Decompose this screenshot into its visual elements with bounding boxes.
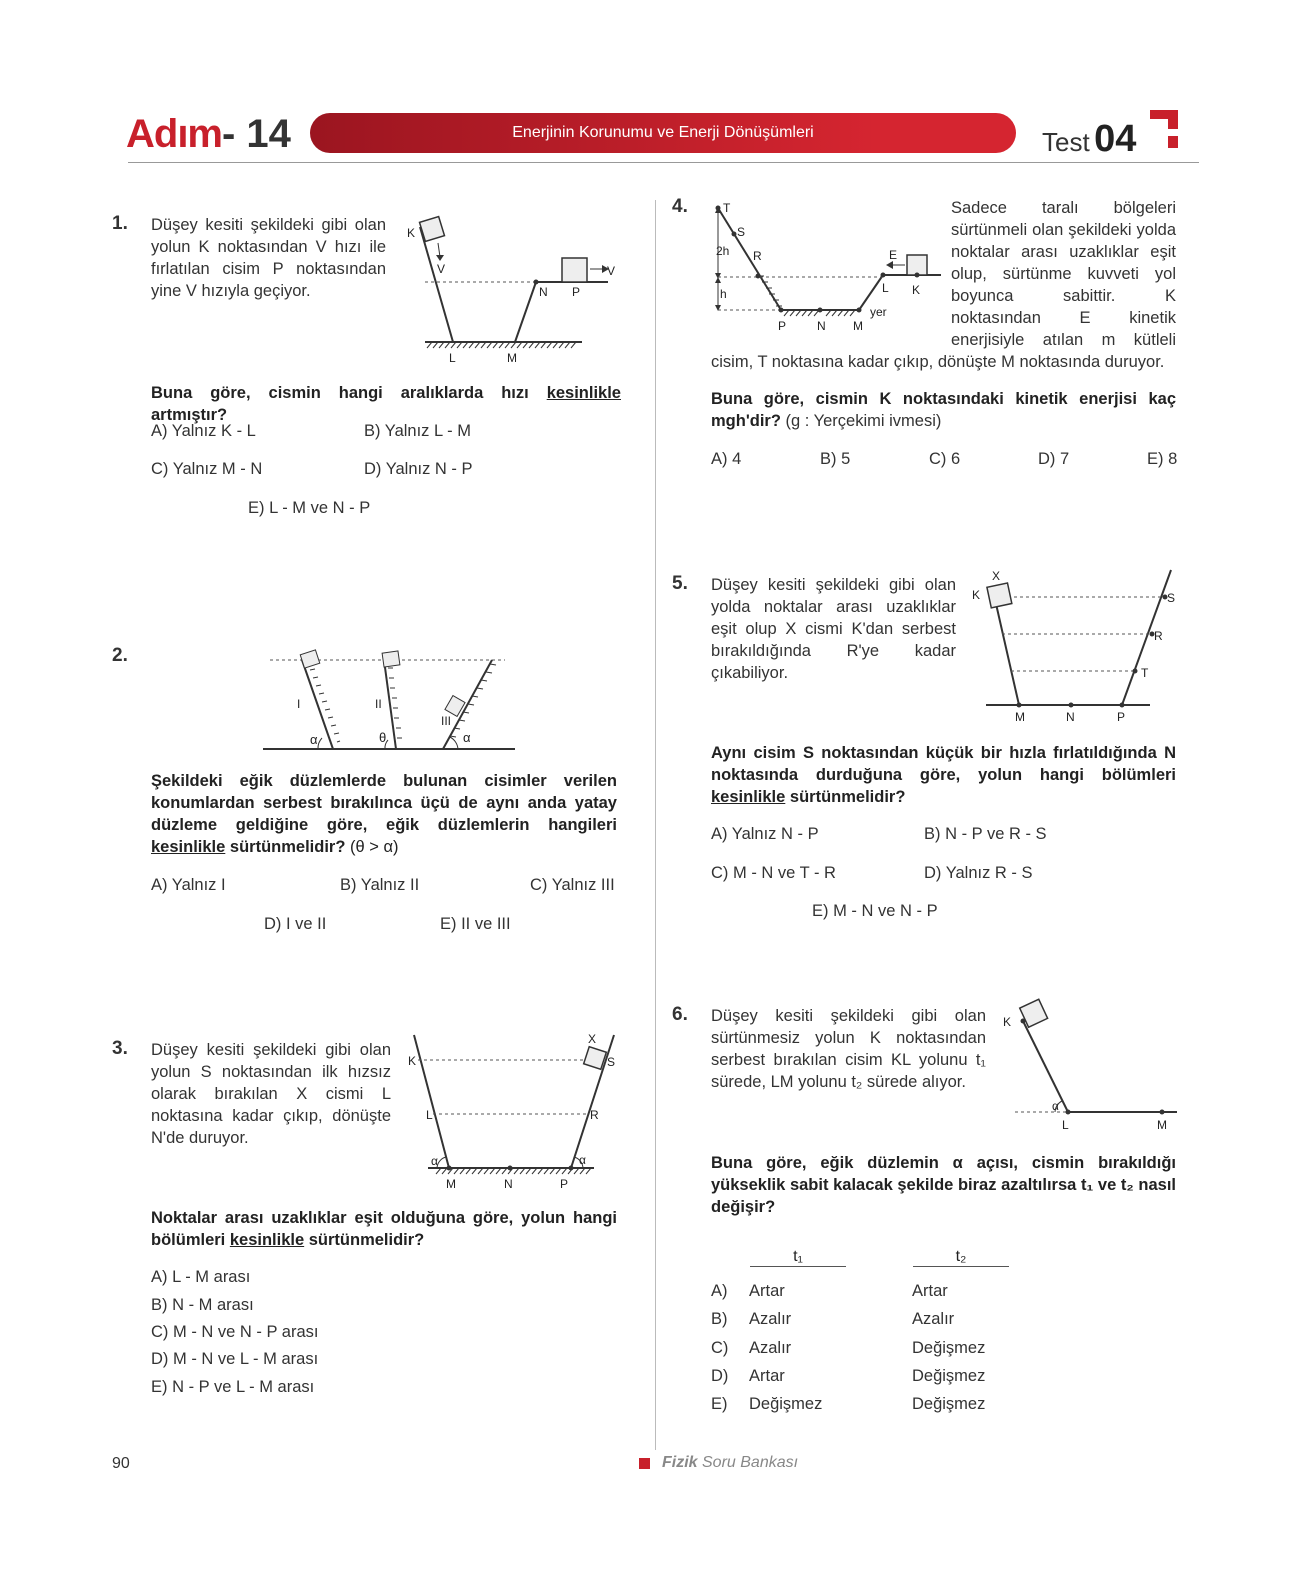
question-5-number: 5.	[672, 573, 688, 594]
option-t2: Artar	[912, 1282, 948, 1300]
q4-text-body: Sadece taralı bölgeleri sürtünmeli olan şekildeki yolda noktalar arası uzaklıklar eşit olup, sürtünme kuvveti yol boyunca sabittir. K noktasından E kinetik enerjisiyle atılan m kütleli cisim, T noktasına kadar çıkıp, dönüşte M noktasında duruyor.	[711, 199, 1176, 371]
question-6-prompt: Buna göre, eğik düzlemin α açısı, cismin bırakıldığı yükseklik sabit kalacak şekilde biraz azaltılırsa t₁ ve t₂ nasıl değişir?	[711, 1154, 1176, 1216]
q6-t1-label: t₁	[793, 1248, 803, 1265]
q4-option-a[interactable]: A) 4	[711, 450, 742, 468]
q6-option-b[interactable]	[711, 1310, 954, 1329]
test-word: Test	[1042, 127, 1090, 157]
q1-option-b[interactable]: B) Yalnız L - M	[364, 422, 471, 440]
label-I: I	[297, 697, 301, 711]
label-N: N	[1066, 710, 1075, 724]
option-t2: Değişmez	[912, 1339, 986, 1357]
label-K: K	[1003, 1015, 1012, 1029]
label-III: III	[441, 714, 452, 728]
q4-option-b[interactable]: B) 5	[820, 450, 851, 468]
q6-col-header-t1	[750, 1248, 846, 1267]
q6-option-d[interactable]	[711, 1367, 985, 1386]
label-L: L	[449, 351, 456, 365]
q1-option-c[interactable]: C) Yalnız M - N	[151, 460, 263, 478]
label-h: h	[720, 287, 727, 301]
option-t1: Artar	[749, 1367, 785, 1385]
question-6-text: Düşey kesiti şekildeki gibi olan sürtünmesiz yolun K noktasından serbest bırakılan cisim KL yolunu t₁ sürede, LM yolunu t₂ sürede alıyor.	[711, 1007, 986, 1091]
label-L: L	[426, 1108, 433, 1122]
q6-option-e[interactable]	[711, 1395, 985, 1414]
q2-text-underline: kesinlikle	[151, 838, 226, 856]
q5-option-b[interactable]: B) N - P ve R - S	[924, 825, 1047, 843]
label-L: L	[882, 281, 889, 295]
label-T: T	[723, 201, 731, 215]
question-4-number: 4.	[672, 196, 688, 217]
q5-prompt-underline: kesinlikle	[711, 788, 786, 806]
step-number: - 14	[222, 112, 291, 156]
q6-option-c[interactable]	[711, 1339, 985, 1358]
test-number: 04	[1094, 118, 1137, 160]
q2-option-b[interactable]: B) Yalnız II	[340, 876, 420, 894]
label-alpha-1: α	[431, 1154, 438, 1168]
label-M: M	[1157, 1118, 1167, 1132]
q4-option-d[interactable]: D) 7	[1038, 450, 1070, 468]
label-E: E	[889, 248, 898, 262]
option-letter: B)	[711, 1310, 728, 1328]
label-M: M	[1015, 710, 1025, 724]
label-yer: yer	[870, 305, 887, 319]
option-t1: Azalır	[749, 1339, 792, 1357]
q5-option-c[interactable]: C) M - N ve T - R	[711, 864, 836, 882]
label-R: R	[753, 249, 762, 263]
footer-book-bold: Fizik	[662, 1454, 698, 1471]
label-alpha-2: α	[463, 730, 471, 745]
label-M: M	[853, 319, 863, 333]
q5-prompt-post: sürtünmelidir?	[785, 788, 906, 806]
test-logo-icon	[1150, 110, 1180, 152]
question-4-prompt	[711, 388, 1176, 432]
label-N: N	[539, 285, 548, 299]
label-2h: 2h	[716, 244, 730, 258]
label-alpha: α	[1052, 1099, 1059, 1113]
option-t1: Azalır	[749, 1310, 792, 1328]
q3-prompt-underline: kesinlikle	[229, 1231, 305, 1249]
q4-option-c[interactable]: C) 6	[929, 450, 961, 468]
q5-option-d[interactable]: D) Yalnız R - S	[924, 864, 1033, 882]
q6-col-header-t2	[913, 1248, 1009, 1267]
q3-option-b[interactable]: B) N - M arası	[151, 1296, 254, 1314]
q5-option-a[interactable]: A) Yalnız N - P	[711, 825, 819, 843]
q2-text-post: sürtünmelidir?	[225, 838, 346, 856]
label-N: N	[504, 1177, 513, 1191]
label-V2: V	[607, 264, 616, 278]
label-S: S	[737, 225, 746, 239]
option-t1: Artar	[749, 1282, 785, 1300]
q4-figure-space	[711, 197, 951, 351]
footer-square-icon	[639, 1458, 650, 1469]
label-alpha-2: α	[579, 1153, 586, 1167]
question-1-figure	[400, 205, 625, 370]
label-S: S	[1167, 591, 1176, 605]
question-5-prompt	[711, 742, 1176, 808]
label-alpha-1: α	[310, 732, 318, 747]
question-5-figure	[968, 566, 1183, 726]
q5-option-e[interactable]: E) M - N ve N - P	[812, 902, 938, 920]
label-V1: V	[437, 262, 446, 276]
q2-text-cond: (θ > α)	[345, 838, 399, 856]
label-T: T	[1141, 666, 1149, 680]
label-P: P	[1117, 710, 1126, 724]
q2-option-a[interactable]: A) Yalnız I	[151, 876, 226, 894]
q4-prompt-main: Buna göre, cismin K noktasındaki kinetik enerjisi kaç mgh'dir?	[711, 390, 1176, 430]
option-letter: D)	[711, 1367, 729, 1385]
q1-option-d[interactable]: D) Yalnız N - P	[364, 460, 473, 478]
question-2-text	[151, 770, 617, 858]
q3-option-d[interactable]: D) M - N ve L - M arası	[151, 1350, 319, 1368]
label-R: R	[1154, 629, 1163, 643]
header-title: Enerjinin Korunumu ve Enerji Dönüşümleri	[512, 124, 814, 141]
question-6-figure	[995, 995, 1185, 1135]
label-N: N	[817, 319, 826, 333]
label-S: S	[607, 1055, 616, 1069]
q2-option-e[interactable]: E) II ve III	[440, 915, 511, 933]
q3-option-e[interactable]: E) N - P ve L - M arası	[151, 1378, 315, 1396]
label-K: K	[912, 283, 921, 297]
question-3-prompt	[151, 1207, 617, 1251]
question-3-text: Düşey kesiti şekildeki gibi olan yolun S noktasından ilk hızsız olarak bırakılan X cismi L noktasına kadar çıkıp, dönüşte N'de duruyor.	[151, 1041, 391, 1147]
q5-prompt-pre: Aynı cisim S noktasından küçük bir hızla fırlatıldığında N noktasında durduğuna göre, yolun hangi bölümleri	[711, 744, 1176, 784]
brand-name: Adım	[126, 112, 222, 156]
q1-prompt-post: artmıştır?	[151, 406, 228, 424]
q3-option-c[interactable]: C) M - N ve N - P arası	[151, 1323, 319, 1341]
option-t1: Değişmez	[749, 1395, 823, 1413]
brand-logo	[126, 112, 291, 157]
q3-prompt-pre: Noktalar arası uzaklıklar eşit olduğuna göre, yolun hangi bölümleri	[151, 1209, 617, 1249]
q2-text-pre: Şekildeki eğik düzlemlerde bulunan cisimler verilen konumlardan serbest bırakılınca üçü de aynı anda yatay düzleme geldiğine göre, eğik düzlemlerin hangileri	[151, 772, 617, 834]
q6-t2-label: t₂	[955, 1248, 967, 1265]
q1-prompt-pre: Buna göre, cismin hangi aralıklarda hızı	[151, 384, 547, 402]
page-number: 90	[112, 1455, 130, 1472]
question-1-prompt	[151, 382, 621, 426]
label-L: L	[1062, 1118, 1069, 1132]
option-letter: C)	[711, 1339, 729, 1357]
q1-option-e[interactable]: E) L - M ve N - P	[248, 499, 371, 517]
footer-book-rest: Soru Bankası	[697, 1454, 799, 1471]
question-5-text: Düşey kesiti şekildeki gibi olan yolda noktalar arası uzaklıklar eşit olup X cismi K'dan serbest bırakıldığında R'ye kadar çıkabiliyor.	[711, 576, 956, 682]
question-1-text: Düşey kesiti şekildeki gibi olan yolun K noktasından V hızı ile fırlatılan cisim P noktasından yine V hızıyla geçiyor.	[151, 216, 386, 300]
question-2-number: 2.	[112, 645, 128, 666]
question-6-number: 6.	[672, 1004, 688, 1025]
q1-prompt-underline: kesinlikle	[546, 384, 621, 402]
label-M: M	[446, 1177, 456, 1191]
label-P: P	[572, 285, 581, 299]
label-II: II	[375, 697, 382, 711]
q3-prompt-post: sürtünmelidir?	[304, 1231, 425, 1249]
test-label	[1042, 118, 1136, 161]
q2-option-d[interactable]: D) I ve II	[264, 915, 327, 933]
question-4-text	[711, 197, 1176, 373]
option-letter: E)	[711, 1395, 728, 1413]
option-letter: A)	[711, 1282, 728, 1300]
q4-option-e[interactable]: E) 8	[1147, 450, 1178, 468]
option-t2: Değişmez	[912, 1367, 986, 1385]
question-1-number: 1.	[112, 213, 128, 234]
header-divider	[128, 162, 1199, 163]
column-divider	[655, 200, 656, 1450]
q1-option-a[interactable]: A) Yalnız K - L	[151, 422, 256, 440]
question-3-number: 3.	[112, 1038, 128, 1059]
q4-prompt-note: (g : Yerçekimi ivmesi)	[780, 412, 942, 430]
q2-option-c[interactable]: C) Yalnız III	[530, 876, 615, 894]
option-t2: Azalır	[912, 1310, 955, 1328]
label-K: K	[408, 1054, 417, 1068]
label-R: R	[590, 1108, 599, 1122]
label-K: K	[407, 226, 416, 240]
label-M: M	[507, 351, 517, 365]
q6-option-a[interactable]	[711, 1282, 948, 1301]
label-theta: θ	[379, 730, 387, 745]
q3-option-a[interactable]: A) L - M arası	[151, 1268, 251, 1286]
footer-book-title	[662, 1454, 798, 1472]
option-t2: Değişmez	[912, 1395, 986, 1413]
label-P: P	[560, 1177, 569, 1191]
label-X: X	[992, 569, 1001, 583]
question-2-figure	[260, 648, 520, 758]
question-3-figure	[404, 1028, 626, 1198]
label-K: K	[972, 588, 981, 602]
label-P: P	[778, 319, 787, 333]
label-X: X	[588, 1032, 597, 1046]
